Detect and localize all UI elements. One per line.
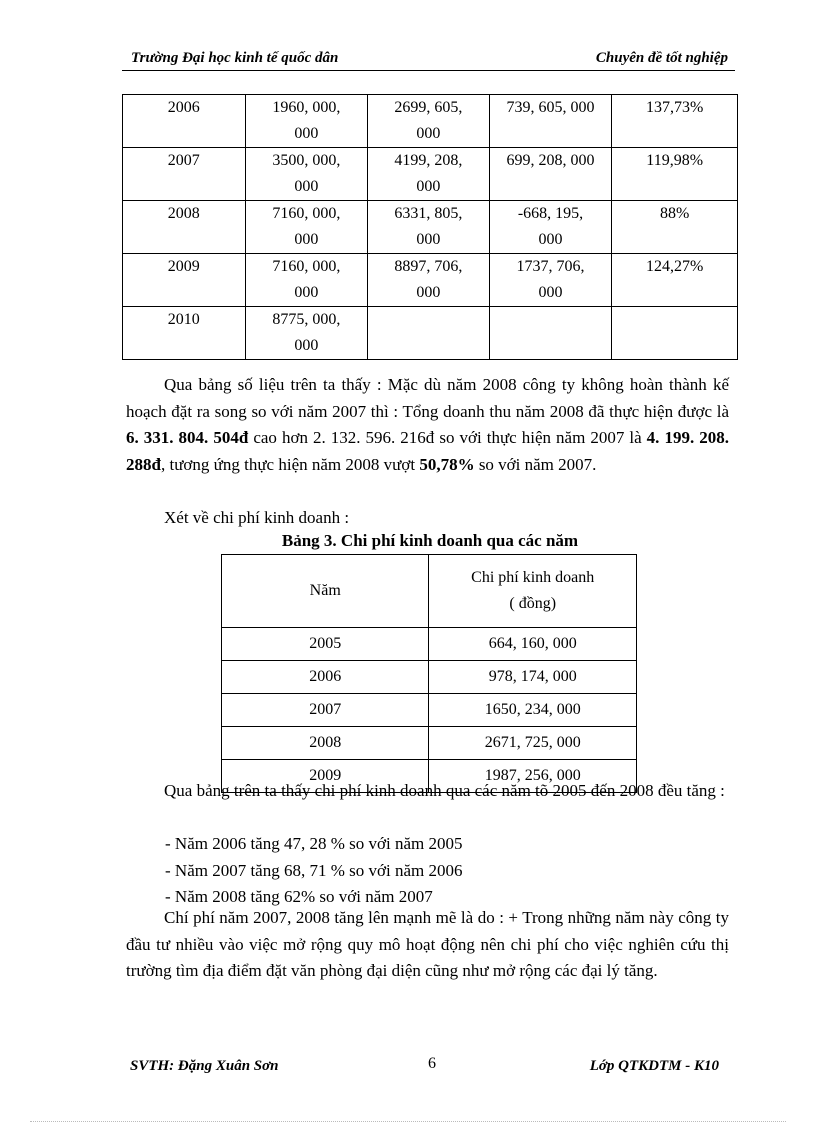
table1-year-cell: 2010 <box>123 307 246 360</box>
table1-value-line: 4199, 208, <box>394 152 463 169</box>
table2-header-cost-line1: Chi phí kinh doanh <box>471 569 595 586</box>
table1-value-line: 739, 605, 000 <box>506 99 595 116</box>
table1-value-line: 000 <box>416 231 441 248</box>
table2-row <box>222 694 637 727</box>
cost-intro: Xét về chi phí kinh doanh : <box>164 508 350 527</box>
table1-value-cell <box>489 148 612 201</box>
para1-bold-percent: 50,78% <box>419 454 475 474</box>
table2-year-cell: 2006 <box>222 661 429 694</box>
para1-bold-revenue-2007: 4. 199. 208. 288đ <box>126 428 729 474</box>
table2-header-cost-line2: ( đồng) <box>509 595 557 612</box>
header-school: Trường Đại học kinh tế quốc dân <box>131 50 339 66</box>
page-bottom-border <box>30 1121 786 1122</box>
header-rule <box>122 70 735 71</box>
table1-percent-cell: 88% <box>612 201 738 254</box>
table2-year-cell: 2007 <box>222 694 429 727</box>
cost-reason-paragraph: Chí phí năm 2007, 2008 tăng lên mạnh mẽ là do : + Trong những năm này công ty đầu tư nhiều vào việc mở rộng quy mô hoạt động nên chi phí cho việc nghiên cứu thị trường tìm địa điểm đặt văn phòng đại diện cũng như mở rộng các đại lý tăng. <box>126 908 729 980</box>
revenue-table <box>122 94 738 360</box>
table2-year-cell: 2009 <box>222 760 429 793</box>
table2-cost-cell: 2671, 725, 000 <box>429 727 637 760</box>
table1-value-line: 000 <box>294 284 319 301</box>
table1-value-line: -668, 195, <box>517 205 584 222</box>
table1-value-line: 000 <box>416 125 441 142</box>
table1-value-line: 699, 208, 000 <box>506 152 595 169</box>
cost-analysis-paragraph: Qua bảng trên ta thấy chi phí kinh doanh qua các năm tõ 2005 đến 2008 đều tăng : <box>164 781 725 800</box>
table1-value-line: 7160, 000, <box>272 258 341 275</box>
table2-row <box>222 727 637 760</box>
table1-value-line: 2699, 605, <box>394 99 463 116</box>
table1-value-line: 6331, 805, <box>394 205 463 222</box>
table1-value-cell <box>489 307 612 360</box>
para1-text-1: Qua bảng số liệu trên ta thấy : Mặc dù năm 2008 công ty không hoàn thành kế hoạch đặt ra song so với năm 2007 thì : Tổng doanh thu năm 2008 đã thực hiện được là <box>126 375 729 421</box>
table2-header-cost <box>429 555 637 628</box>
table1-value-cell <box>489 254 612 307</box>
table1-percent-cell: 119,98% <box>612 148 738 201</box>
table1-percent-cell: 137,73% <box>612 95 738 148</box>
table2-row <box>222 628 637 661</box>
table1-percent-cell: 124,27% <box>612 254 738 307</box>
table1-row <box>123 201 738 254</box>
table1-value-line: 1960, 000, <box>272 99 341 116</box>
table2-header-row <box>222 555 637 628</box>
table1-row <box>123 254 738 307</box>
table1-year-cell: 2007 <box>123 148 246 201</box>
table2-cost-cell: 664, 160, 000 <box>429 628 637 661</box>
table1-year-cell: 2008 <box>123 201 246 254</box>
table1-value-line: 000 <box>538 231 563 248</box>
table1-value-line: 7160, 000, <box>272 205 341 222</box>
table1-value-cell <box>368 307 490 360</box>
table1-row <box>123 307 738 360</box>
table1-year-cell: 2006 <box>123 95 246 148</box>
table2-title: Bảng 3. Chi phí kinh doanh qua các năm <box>281 531 579 550</box>
table1-value-cell <box>245 254 368 307</box>
table2-cost-cell: 1650, 234, 000 <box>429 694 637 727</box>
table1-value-line: 8897, 706, <box>394 258 463 275</box>
table1-value-line: 000 <box>416 284 441 301</box>
table2-year-cell: 2008 <box>222 727 429 760</box>
table1-row <box>123 95 738 148</box>
table1-value-cell <box>245 307 368 360</box>
table1-row <box>123 148 738 201</box>
footer-student: SVTH: Đặng Xuân Sơn <box>130 1058 279 1074</box>
table1-value-line: 3500, 000, <box>272 152 341 169</box>
footer-class: Lớp QTKDTM - K10 <box>589 1058 719 1074</box>
table1-value-line: 8775, 000, <box>272 311 341 328</box>
table1-value-cell <box>245 95 368 148</box>
table1-value-cell <box>489 201 612 254</box>
table1-value-line: 000 <box>294 231 319 248</box>
table1-value-line: 000 <box>294 178 319 195</box>
table1-value-cell <box>368 148 490 201</box>
table1-value-cell <box>489 95 612 148</box>
table2-year-cell: 2005 <box>222 628 429 661</box>
table1-value-line: 000 <box>416 178 441 195</box>
table1-value-line: 000 <box>538 284 563 301</box>
para1-text-2: cao hơn 2. 132. 596. 216đ so với thực hiện năm 2007 là <box>248 428 647 447</box>
table1-value-line: 1737, 706, <box>516 258 585 275</box>
table1-value-cell <box>368 201 490 254</box>
table1-value-cell <box>245 148 368 201</box>
table2-cost-cell: 1987, 256, 000 <box>429 760 637 793</box>
para1-text-3: , tương ứng thực hiện năm 2008 vượt <box>160 454 420 474</box>
table1-value-line: 000 <box>294 125 319 142</box>
para1-bold-revenue-2008: 6. 331. 804. 504đ <box>126 428 249 447</box>
table1-percent-cell <box>612 307 738 360</box>
table2-cost-cell: 978, 174, 000 <box>429 661 637 694</box>
table1-value-cell <box>245 201 368 254</box>
table1-value-line: 000 <box>294 337 319 354</box>
cost-increase-list <box>165 831 462 911</box>
table1-value-cell <box>368 95 490 148</box>
analysis-paragraph-revenue <box>126 372 729 478</box>
table2-row <box>222 661 637 694</box>
cost-increase-item: - Năm 2008 tăng 62% so với năm 2007 <box>165 887 433 906</box>
cost-increase-item: - Năm 2007 tăng 68, 71 % so với năm 2006 <box>165 860 463 880</box>
table2-header-year: Năm <box>222 555 429 628</box>
table1-value-cell <box>368 254 490 307</box>
header-doc-type: Chuyên đề tốt nghiệp <box>595 50 728 66</box>
cost-increase-item: - Năm 2006 tăng 47, 28 % so với năm 2005 <box>165 834 463 853</box>
cost-table <box>221 554 637 793</box>
table1-year-cell: 2009 <box>123 254 246 307</box>
page-number: 6 <box>428 1055 436 1072</box>
para1-text-4: so với năm 2007. <box>474 454 597 474</box>
